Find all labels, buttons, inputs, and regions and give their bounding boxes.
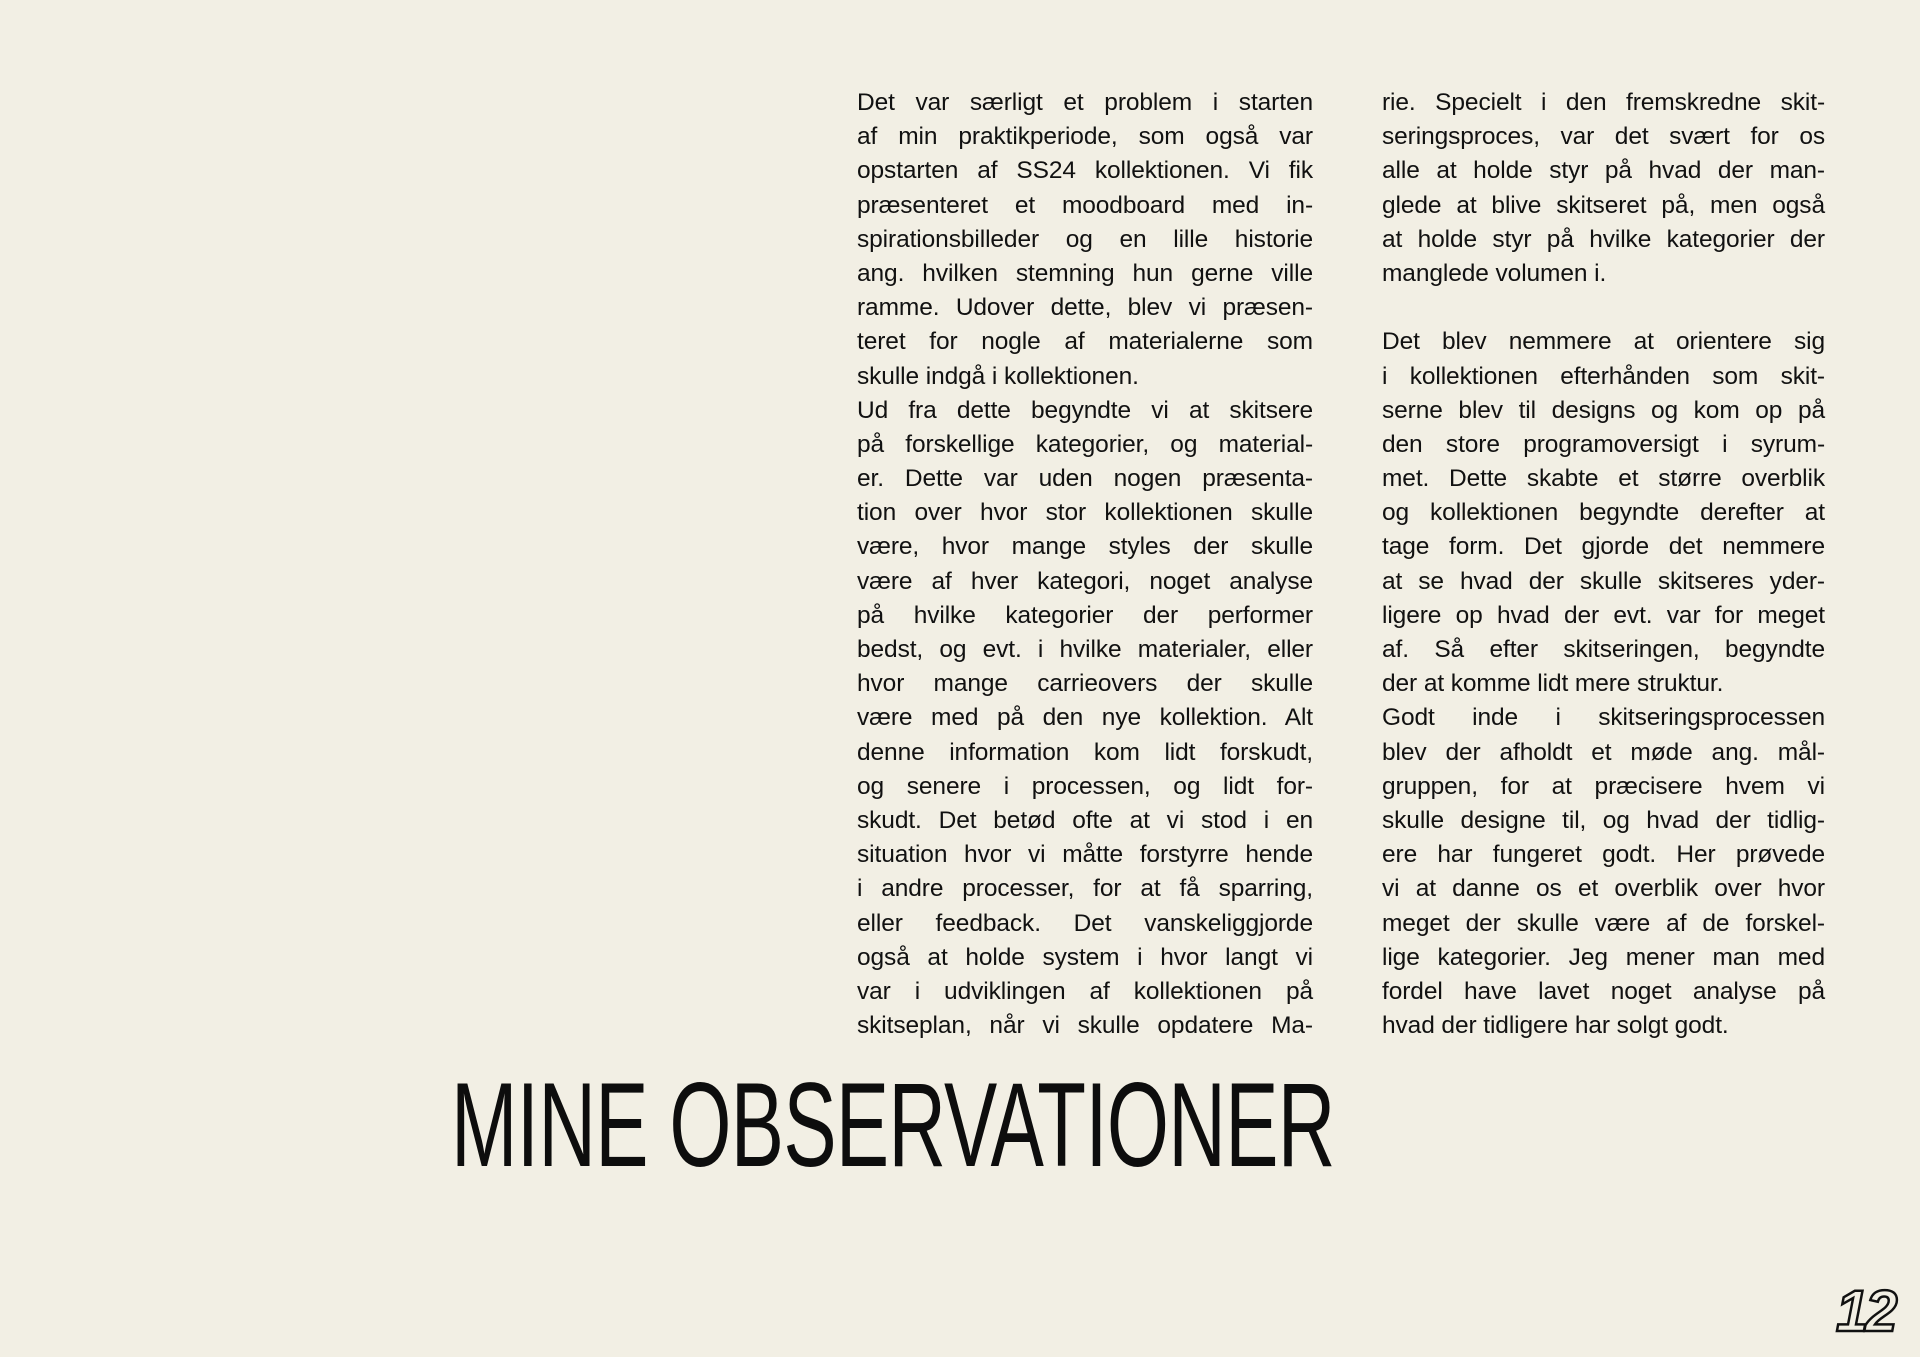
text-line: af. Så efter skitseringen, begyndte <box>1382 636 1825 663</box>
page-title: MINE OBSERVATIONER <box>451 1058 1335 1192</box>
text-line: seringsproces, var det svært for os <box>1382 123 1825 151</box>
text-line: Godt inde i skitseringsprocessen <box>1382 704 1825 732</box>
text-line: fordel have lavet noget analyse på <box>1382 977 1825 1005</box>
text-line: at se hvad der skulle skitseres yder- <box>1382 567 1825 595</box>
text-line: var i udviklingen af kollektionen på <box>857 977 1313 1005</box>
text-line: ligere op hvad der evt. var for meget <box>1382 601 1825 629</box>
text-line: og kollektionen begyndte derefter at <box>1382 499 1825 527</box>
text-line: hvor mange carrieovers der skulle <box>857 670 1313 698</box>
text-line: ere har fungeret godt. Her prøvede <box>1382 841 1825 869</box>
text-line: hvad der tidligere har solgt godt. <box>1382 1012 1729 1040</box>
text-line: meget der skulle være af de forskel- <box>1382 909 1825 937</box>
text-line: i kollektionen efterhånden som skit- <box>1382 362 1825 390</box>
text-line: ramme. Udover dette, blev vi præsen- <box>857 294 1313 322</box>
text-line: lige kategorier. Jeg mener man med <box>1382 943 1825 971</box>
text-line: situation hvor vi måtte forstyrre hende <box>857 841 1313 869</box>
text-line: rie. Specielt i den fremskredne skit- <box>1382 89 1825 116</box>
text-line: være, hvor mange styles der skulle <box>857 533 1313 561</box>
text-line: Det var særligt et problem i starten <box>857 89 1313 116</box>
text-line: tion over hvor stor kollektionen skulle <box>857 499 1313 527</box>
text-line: eller feedback. Det vanskeliggjorde <box>857 909 1313 937</box>
text-column-right <box>1382 86 1825 1043</box>
text-line: Ud fra dette begyndte vi at skitsere <box>857 396 1313 424</box>
text-line: den store programoversigt i syrum- <box>1382 430 1825 458</box>
text-line: også at holde system i hvor langt vi <box>857 943 1313 971</box>
text-line: ang. hvilken stemning hun gerne ville <box>857 259 1313 287</box>
text-line: bedst, og evt. i hvilke materialer, eller <box>857 636 1313 663</box>
text-line: være af hver kategori, noget analyse <box>857 567 1313 595</box>
text-line: være med på den nye kollektion. Alt <box>857 704 1313 732</box>
text-line: glede at blive skitseret på, men også <box>1382 191 1825 219</box>
text-line: teret for nogle af materialerne som <box>857 328 1313 356</box>
text-line: og senere i processen, og lidt for- <box>857 772 1313 800</box>
text-line: på hvilke kategorier der performer <box>857 601 1313 629</box>
text-column-left <box>857 86 1313 1043</box>
text-line: alle at holde styr på hvad der man- <box>1382 157 1825 185</box>
text-line: tage form. Det gjorde det nemmere <box>1382 533 1825 561</box>
blank-line <box>1382 291 1825 325</box>
text-line: denne information kom lidt forskudt, <box>857 738 1313 766</box>
text-line: i andre processer, for at få sparring, <box>857 875 1313 903</box>
text-line: præsenteret et moodboard med in- <box>857 191 1313 219</box>
text-line: er. Dette var uden nogen præsenta- <box>857 465 1313 493</box>
text-line: Det blev nemmere at orientere sig <box>1382 328 1825 356</box>
text-line: af min praktikperiode, som også var <box>857 123 1313 151</box>
text-line: opstarten af SS24 kollektionen. Vi fik <box>857 157 1313 185</box>
page-number: 12 <box>1836 1279 1895 1344</box>
text-line: på forskellige kategorier, og material- <box>857 430 1313 458</box>
text-line: skulle designe til, og hvad der tidlig- <box>1382 806 1825 834</box>
text-line: gruppen, for at præcisere hvem vi <box>1382 772 1825 800</box>
text-line: der at komme lidt mere struktur. <box>1382 670 1724 698</box>
text-line: skulle indgå i kollektionen. <box>857 362 1139 390</box>
text-line: spirationsbilleder og en lille historie <box>857 225 1313 253</box>
text-line: manglede volumen i. <box>1382 259 1607 287</box>
text-line: vi at danne os et overblik over hvor <box>1382 875 1825 903</box>
text-line: at holde styr på hvilke kategorier der <box>1382 225 1825 253</box>
text-line: skudt. Det betød ofte at vi stod i en <box>857 806 1313 834</box>
text-line: serne blev til designs og kom op på <box>1382 396 1825 424</box>
text-line: met. Dette skabte et større overblik <box>1382 465 1825 493</box>
text-line: skitseplan, når vi skulle opdatere Ma- <box>857 1012 1313 1040</box>
text-line: blev der afholdt et møde ang. mål- <box>1382 738 1825 766</box>
